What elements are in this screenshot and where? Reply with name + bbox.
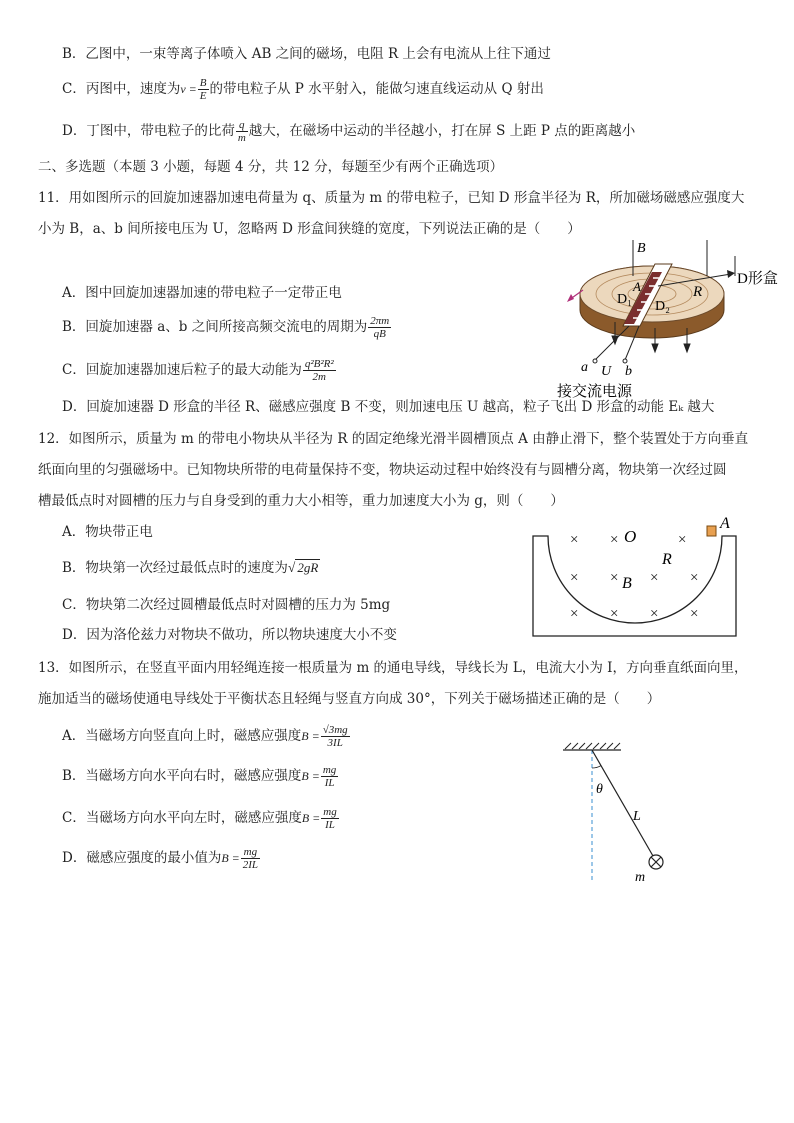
fraction-denominator: 2m <box>312 371 326 383</box>
terminal-a <box>593 359 597 363</box>
fraction-numerator: mg <box>322 764 337 776</box>
label-b-terminal: b <box>625 364 632 379</box>
cross-mark: × <box>610 532 619 548</box>
fraction-denominator: IL <box>325 819 335 831</box>
q13-stem-line2: 施加适当的磁场使通电导线处于平衡状态且轻绳与竖直方向成 30°，下列关于磁场描述正确的是（ ） <box>38 691 661 707</box>
q13-option-a-pre: A．当磁场方向竖直向上时，磁感应强度 <box>62 728 302 744</box>
q12-option-b <box>62 559 320 577</box>
label-b: B <box>637 241 646 256</box>
block-at-a <box>707 526 716 536</box>
cross-mark: × <box>610 606 619 622</box>
label-theta: θ <box>596 782 603 797</box>
q12-option-a: A．物块带正电 <box>62 524 153 540</box>
sqrt-expression: 2gR <box>297 560 319 575</box>
q13-option-c-lhs: B = <box>301 811 321 825</box>
q13-option-c-fraction <box>321 806 338 831</box>
q13-option-c <box>62 801 340 835</box>
particle-arrowhead <box>567 294 574 302</box>
q12-stem-line2: 纸面向里的匀强磁场中。已知物块所带的电荷量保持不变，物块运动过程中始终没有与圆槽分离，物块第一次经过圆 <box>38 462 727 478</box>
q13-option-d-pre: D．磁感应强度的最小值为 <box>62 850 222 866</box>
section-heading: 二、多选题（本题 3 小题，每题 4 分，共 12 分，每题至少有两个正确选项） <box>38 159 504 175</box>
groove-figure <box>530 514 740 640</box>
prev-option-d-pre: D．丁图中，带电粒子的比荷 <box>62 123 235 139</box>
fraction-denominator: 3IL <box>327 737 343 749</box>
fraction-denominator: E <box>199 90 207 102</box>
fraction-numerator: q <box>236 119 248 132</box>
label-l: L <box>633 809 641 824</box>
sqrt-sign: √ <box>287 560 296 575</box>
q11-option-b-pre: B．回旋加速器 a、b 之间所接高频交流电的周期为 <box>62 319 368 335</box>
label-a-point: A <box>633 279 641 294</box>
label-d2: D₂ <box>655 299 670 314</box>
cross-mark: × <box>690 606 699 622</box>
pendulum-figure <box>555 738 675 888</box>
cross-mark: × <box>678 532 687 548</box>
prev-option-d-fraction <box>236 119 248 144</box>
label-m: m <box>635 870 646 885</box>
q11-option-b-fraction <box>368 315 391 340</box>
q12-option-c: C．物块第二次经过圆槽最低点时对圆槽的压力为 5mg <box>62 597 391 613</box>
cross-mark: × <box>610 570 619 586</box>
prev-option-c-post: 的带电粒子从 P 水平射入，能做匀速直线运动从 Q 射出 <box>209 81 544 97</box>
cross-mark: × <box>570 606 579 622</box>
radius-arrowhead <box>727 270 735 278</box>
fraction-denominator: m <box>237 132 246 144</box>
cross-mark: × <box>570 570 579 586</box>
q13-option-b-lhs: B = <box>301 769 320 783</box>
q11-option-a: A．图中回旋加速器加速的带电粒子一定带正电 <box>62 285 342 301</box>
prev-option-c-fraction <box>198 77 209 102</box>
q12-stem-line3: 槽最低点时对圆槽的压力与自身受到的重力大小相等，重力加速度大小为 g，则（ ） <box>38 493 564 509</box>
fraction-denominator: IL <box>324 777 335 789</box>
label-b-groove: B <box>622 575 632 592</box>
q13-option-d-fraction <box>241 846 260 871</box>
q11-option-c-fraction <box>303 358 336 383</box>
q12-option-b-pre: B．物块第一次经过最低点时的速度为 <box>62 560 288 576</box>
fraction-numerator: mg <box>323 806 337 818</box>
prev-option-b: B．乙图中，一束等离子体喷入 AB 之间的磁场，电阻 R 上会有电流从上往下通过 <box>62 46 551 62</box>
label-d-box: D形盒 <box>737 271 778 287</box>
label-r-groove: R <box>662 551 672 568</box>
fraction-denominator: qB <box>373 328 386 340</box>
label-a-top: A <box>720 515 730 532</box>
groove-block <box>533 536 736 636</box>
fraction-numerator: B <box>199 77 207 89</box>
q13-option-b <box>62 759 339 793</box>
label-u: U <box>601 364 612 379</box>
q13-option-c-pre: C．当磁场方向水平向左时，磁感应强度 <box>62 810 302 826</box>
prev-option-c <box>62 72 544 106</box>
label-ac-source: 接交流电源 <box>557 384 633 400</box>
q11-stem-line2: 小为 B，a、b 间所接电压为 U，忽略两 D 形盒间狭缝的宽度，下列说法正确的是（ ） <box>38 221 581 237</box>
q12-stem-line1: 12．如图所示，质量为 m 的带电小物块从半径为 R 的固定绝缘光滑半圆槽顶点 A 由静止滑下，整个装置处于方向垂直 <box>38 431 749 447</box>
q13-option-b-fraction <box>321 764 338 789</box>
fraction-numerator: q²B²R² <box>304 358 334 370</box>
q11-option-b <box>62 310 392 344</box>
q13-option-b-pre: B．当磁场方向水平向右时，磁感应强度 <box>62 768 302 784</box>
fraction-numerator: √3mg <box>322 724 348 736</box>
prev-option-d <box>62 114 635 148</box>
cyclotron-figure <box>555 236 791 402</box>
label-a-terminal: a <box>581 360 588 375</box>
prev-option-d-post: 越大，在磁场中运动的半径越小，打在屏 S 上距 P 点的距离越小 <box>248 123 636 139</box>
angle-arc <box>592 766 601 768</box>
q11-option-c <box>62 353 337 387</box>
prev-option-c-lhs: v = <box>180 82 197 96</box>
cross-mark: × <box>570 532 579 548</box>
terminal-b <box>623 359 627 363</box>
cross-mark: × <box>650 606 659 622</box>
q13-stem-line1: 13．如图所示，在竖直平面内用轻绳连接一根质量为 m 的通电导线，导线长为 L，电流大小为 I，方向垂直纸面向里， <box>38 660 748 676</box>
q13-option-d <box>62 841 261 875</box>
q13-option-a <box>62 718 351 754</box>
q13-option-d-lhs: B = <box>221 851 240 865</box>
q12-option-d: D．因为洛伦兹力对物块不做功，所以物块速度大小不变 <box>62 627 397 643</box>
q11-option-c-pre: C．回旋加速器加速后粒子的最大动能为 <box>62 362 302 378</box>
q13-option-a-lhs: B = <box>301 729 320 743</box>
label-o: O <box>624 527 637 546</box>
fraction-numerator: 2πm <box>370 315 390 327</box>
prev-option-c-pre: C．丙图中，速度为 <box>62 81 181 97</box>
label-d1: D₁ <box>617 292 632 307</box>
ceiling-hatch <box>565 743 620 749</box>
label-r: R <box>693 284 703 300</box>
cross-mark: × <box>690 570 699 586</box>
q11-option-d: D．回旋加速器 D 形盒的半径 R、磁感应强度 B 不变，则加速电压 U 越高，粒子飞出 D 形盒的动能 Eₖ 越大 <box>62 399 715 415</box>
q11-stem-line1: 11．用如图所示的回旋加速器加速电荷量为 q、质量为 m 的带电粒子，已知 D 形盒半径为 R，所加磁场磁感应强度大 <box>38 190 745 206</box>
q13-option-a-fraction <box>321 724 350 749</box>
fraction-numerator: mg <box>241 846 260 859</box>
fraction-denominator: 2IL <box>242 859 259 871</box>
cross-mark: × <box>650 570 659 586</box>
